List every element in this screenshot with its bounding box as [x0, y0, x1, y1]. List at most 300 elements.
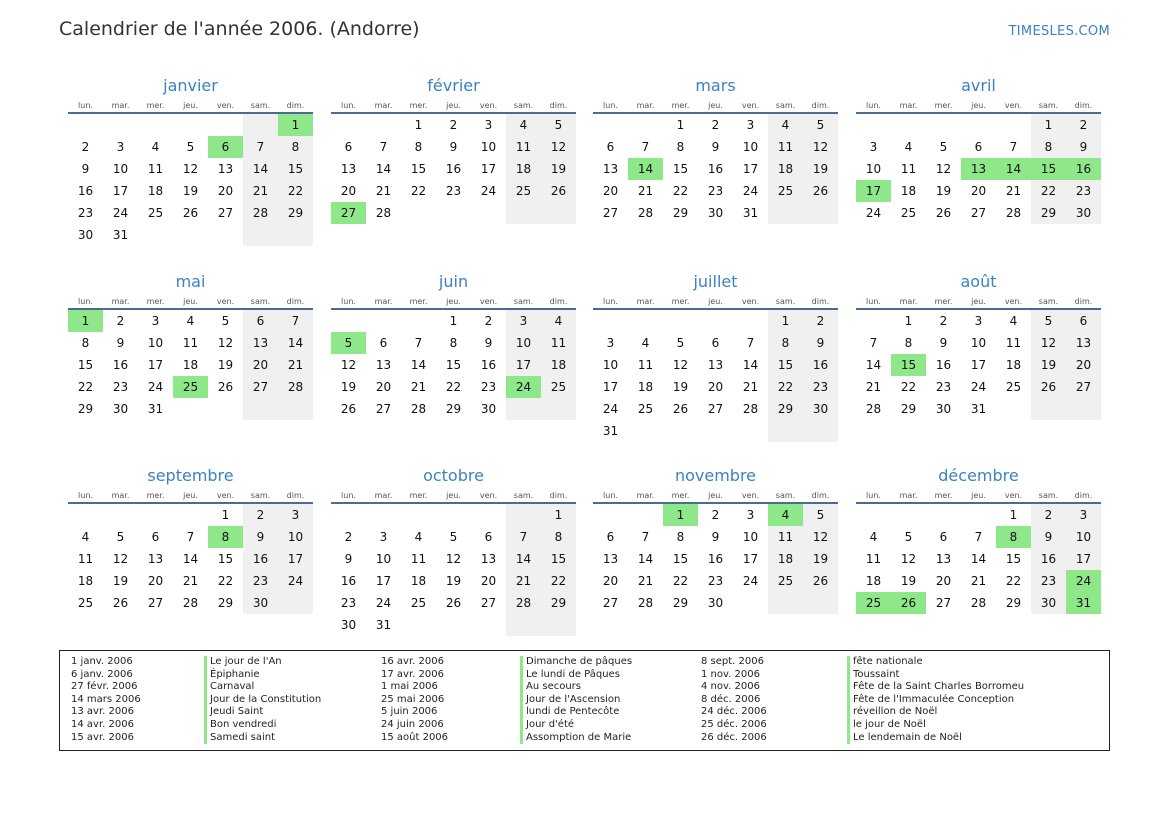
day-cell: 11: [77, 552, 94, 566]
day-cell: 6: [1066, 310, 1101, 332]
day-cell: 14: [970, 552, 987, 566]
day-cell: 27: [217, 206, 234, 220]
day-cell: 29: [541, 592, 576, 614]
empty-cell: [278, 398, 313, 420]
day-cell: 14: [637, 552, 654, 566]
weekday-header: mar.: [366, 487, 401, 504]
day-cell: 12: [672, 358, 689, 372]
weekday-header: jeu.: [698, 293, 733, 310]
weekday-header: sam.: [506, 293, 541, 310]
weekday-header: mer.: [663, 293, 698, 310]
day-cell: 17: [970, 358, 987, 372]
weekday-header: lun.: [593, 293, 628, 310]
day-cell: 29: [1031, 202, 1066, 224]
day-cell: 2: [1031, 504, 1066, 526]
day-cell: 1: [676, 118, 685, 132]
weekday-header: ven.: [208, 487, 243, 504]
empty-cell: [243, 398, 278, 420]
weekday-header: mer.: [138, 293, 173, 310]
day-cell: 21: [375, 184, 392, 198]
day-cell: 10: [147, 336, 164, 350]
day-cell: 4: [869, 530, 878, 544]
month-grid: [331, 97, 576, 246]
day-cell: 10: [112, 162, 129, 176]
weekday-header: mar.: [103, 293, 138, 310]
day-cell: 29: [1005, 596, 1022, 610]
weekday-header: jeu.: [698, 97, 733, 114]
empty-cell: [401, 504, 436, 526]
day-cell: 6: [606, 140, 615, 154]
holiday-date: 17 avr. 2006: [381, 668, 444, 680]
holiday-day-cell: 27: [331, 202, 366, 224]
day-cell: 14: [506, 548, 541, 570]
empty-cell: [856, 114, 891, 136]
holiday-day-cell: 25: [856, 592, 891, 614]
holiday-date: 1 nov. 2006: [701, 668, 760, 680]
weekday-header: sam.: [1031, 487, 1066, 504]
day-cell: 9: [484, 336, 493, 350]
day-cell: 18: [900, 184, 917, 198]
weekday-header: sam.: [243, 487, 278, 504]
empty-cell: [68, 114, 103, 136]
empty-cell: [768, 420, 803, 442]
day-cell: 18: [541, 354, 576, 376]
day-cell: 1: [904, 314, 913, 328]
day-cell: 8: [449, 336, 458, 350]
holiday-day-cell: 26: [891, 592, 926, 614]
holiday-name: Jour de l'Ascension: [520, 694, 632, 707]
day-cell: 25: [1005, 380, 1022, 394]
empty-cell: [331, 310, 366, 332]
day-cell: 18: [182, 358, 199, 372]
day-cell: 22: [278, 180, 313, 202]
day-cell: 22: [672, 184, 689, 198]
day-cell: 2: [711, 118, 720, 132]
day-cell: 28: [375, 206, 392, 220]
empty-cell: [208, 398, 243, 420]
day-cell: 4: [768, 114, 803, 136]
day-cell: 5: [803, 114, 838, 136]
day-cell: 20: [1066, 354, 1101, 376]
day-cell: 8: [541, 526, 576, 548]
day-cell: 28: [637, 206, 654, 220]
day-cell: 1: [414, 118, 423, 132]
day-cell: 6: [243, 310, 278, 332]
weekday-header: dim.: [1066, 487, 1101, 504]
day-cell: 7: [974, 530, 983, 544]
holiday-date: 14 mars 2006: [71, 693, 141, 705]
weekday-header: mar.: [103, 487, 138, 504]
weekday-header: dim.: [541, 97, 576, 114]
month-5: [68, 268, 313, 442]
holiday-names-col-1: [204, 656, 321, 744]
weekday-header: lun.: [856, 487, 891, 504]
day-cell: 17: [278, 548, 313, 570]
day-cell: 9: [939, 336, 948, 350]
day-cell: 22: [672, 574, 689, 588]
day-cell: 28: [506, 592, 541, 614]
day-cell: 25: [541, 376, 576, 398]
day-cell: 22: [217, 574, 234, 588]
day-cell: 27: [707, 402, 724, 416]
day-cell: 8: [81, 336, 90, 350]
day-cell: 22: [1005, 574, 1022, 588]
weekday-header: dim.: [541, 487, 576, 504]
weekday-header: mer.: [138, 487, 173, 504]
day-cell: 15: [672, 162, 689, 176]
day-cell: 16: [935, 358, 952, 372]
brand-link[interactable]: TIMESLES.COM: [1008, 24, 1110, 39]
empty-cell: [401, 614, 436, 636]
empty-cell: [506, 202, 541, 224]
day-cell: 19: [803, 548, 838, 570]
empty-cell: [593, 310, 628, 332]
empty-cell: [698, 310, 733, 332]
day-cell: 19: [672, 380, 689, 394]
month-name: mars: [695, 76, 736, 95]
day-cell: 26: [1031, 376, 1066, 398]
holiday-day-cell: 6: [208, 136, 243, 158]
day-cell: 13: [602, 162, 619, 176]
empty-cell: [891, 114, 926, 136]
day-cell: 15: [77, 358, 94, 372]
day-cell: 27: [602, 206, 619, 220]
day-cell: 25: [77, 596, 94, 610]
day-cell: 15: [278, 158, 313, 180]
empty-cell: [173, 224, 208, 246]
day-cell: 28: [637, 596, 654, 610]
holiday-name: le jour de Noël: [847, 719, 1024, 732]
day-cell: 21: [637, 574, 654, 588]
weekday-header: mer.: [926, 97, 961, 114]
empty-cell: [471, 202, 506, 224]
weekday-header: mar.: [366, 293, 401, 310]
empty-cell: [68, 504, 103, 526]
weekday-header: mer.: [663, 487, 698, 504]
empty-cell: [663, 310, 698, 332]
day-cell: 18: [77, 574, 94, 588]
day-cell: 26: [445, 596, 462, 610]
day-cell: 20: [147, 574, 164, 588]
day-cell: 29: [77, 402, 94, 416]
empty-cell: [278, 592, 313, 614]
holiday-name: Fête de l'Immaculée Conception: [847, 694, 1024, 707]
empty-cell: [173, 114, 208, 136]
day-cell: 9: [81, 162, 90, 176]
day-cell: 20: [243, 354, 278, 376]
day-cell: 10: [602, 358, 619, 372]
day-cell: 30: [803, 398, 838, 420]
day-cell: 7: [641, 530, 650, 544]
day-cell: 14: [278, 332, 313, 354]
day-cell: 22: [445, 380, 462, 394]
day-cell: 3: [974, 314, 983, 328]
month-1: [68, 72, 313, 246]
weekday-header: mar.: [628, 97, 663, 114]
day-cell: 6: [939, 530, 948, 544]
day-cell: 6: [974, 140, 983, 154]
day-cell: 6: [344, 140, 353, 154]
day-cell: 15: [768, 354, 803, 376]
day-cell: 21: [182, 574, 199, 588]
day-cell: 26: [112, 596, 129, 610]
empty-cell: [366, 504, 401, 526]
day-cell: 27: [602, 596, 619, 610]
day-cell: 19: [541, 158, 576, 180]
empty-cell: [401, 310, 436, 332]
day-cell: 19: [803, 158, 838, 180]
day-cell: 2: [803, 310, 838, 332]
day-cell: 24: [742, 574, 759, 588]
day-cell: 13: [243, 332, 278, 354]
day-cell: 20: [375, 380, 392, 394]
day-cell: 16: [707, 552, 724, 566]
day-cell: 17: [742, 162, 759, 176]
day-cell: 9: [711, 530, 720, 544]
holiday-date: 24 déc. 2006: [701, 706, 767, 718]
day-cell: 3: [151, 314, 160, 328]
day-cell: 24: [742, 184, 759, 198]
day-cell: 12: [182, 162, 199, 176]
empty-cell: [471, 504, 506, 526]
weekday-header: jeu.: [436, 293, 471, 310]
day-cell: 12: [1031, 332, 1066, 354]
day-cell: 28: [865, 402, 882, 416]
empty-cell: [138, 504, 173, 526]
day-cell: 24: [480, 184, 497, 198]
empty-cell: [173, 504, 208, 526]
day-cell: 28: [410, 402, 427, 416]
month-grid: [331, 487, 576, 636]
weekday-header: sam.: [243, 97, 278, 114]
day-cell: 25: [900, 206, 917, 220]
holiday-name: fête nationale: [847, 656, 1024, 669]
day-cell: 25: [768, 180, 803, 202]
day-cell: 21: [243, 180, 278, 202]
holiday-day-cell: 14: [996, 158, 1031, 180]
weekday-header: mer.: [401, 487, 436, 504]
empty-cell: [138, 114, 173, 136]
day-cell: 9: [116, 336, 125, 350]
month-2: [331, 72, 576, 246]
weekday-header: lun.: [68, 97, 103, 114]
holiday-date: 8 sept. 2006: [701, 656, 764, 667]
day-cell: 8: [414, 140, 423, 154]
holiday-name: Bon vendredi: [204, 719, 321, 732]
day-cell: 11: [147, 162, 164, 176]
day-cell: 3: [746, 118, 755, 132]
day-cell: 12: [900, 552, 917, 566]
day-cell: 17: [480, 162, 497, 176]
day-cell: 11: [768, 136, 803, 158]
empty-cell: [856, 310, 891, 332]
day-cell: 20: [602, 184, 619, 198]
holiday-name: Jeudi Saint: [204, 706, 321, 719]
month-name: avril: [961, 76, 996, 95]
day-cell: 30: [935, 402, 952, 416]
day-cell: 25: [768, 570, 803, 592]
day-cell: 5: [221, 314, 230, 328]
day-cell: 30: [707, 596, 724, 610]
day-cell: 9: [344, 552, 353, 566]
day-cell: 7: [243, 136, 278, 158]
empty-cell: [628, 504, 663, 526]
day-cell: 27: [243, 376, 278, 398]
day-cell: 25: [147, 206, 164, 220]
day-cell: 25: [506, 180, 541, 202]
day-cell: 18: [147, 184, 164, 198]
empty-cell: [366, 310, 401, 332]
day-cell: 29: [278, 202, 313, 224]
weekday-header: jeu.: [436, 97, 471, 114]
empty-cell: [506, 504, 541, 526]
day-cell: 20: [480, 574, 497, 588]
day-cell: 30: [112, 402, 129, 416]
day-cell: 8: [768, 332, 803, 354]
day-cell: 24: [375, 596, 392, 610]
holiday-day-cell: 14: [628, 158, 663, 180]
day-cell: 1: [449, 314, 458, 328]
weekday-header: mer.: [401, 293, 436, 310]
holiday-date: 24 juin 2006: [381, 718, 444, 730]
day-cell: 2: [939, 314, 948, 328]
empty-cell: [436, 202, 471, 224]
day-cell: 18: [865, 574, 882, 588]
empty-cell: [593, 504, 628, 526]
day-cell: 6: [151, 530, 160, 544]
day-cell: 19: [445, 574, 462, 588]
empty-cell: [471, 614, 506, 636]
day-cell: 26: [541, 180, 576, 202]
day-cell: 1: [541, 504, 576, 526]
day-cell: 10: [970, 336, 987, 350]
empty-cell: [243, 224, 278, 246]
day-cell: 7: [746, 336, 755, 350]
empty-cell: [733, 420, 768, 442]
day-cell: 13: [602, 552, 619, 566]
day-cell: 11: [900, 162, 917, 176]
day-cell: 26: [935, 206, 952, 220]
day-cell: 30: [77, 228, 94, 242]
empty-cell: [768, 592, 803, 614]
day-cell: 6: [711, 336, 720, 350]
holiday-name: Jour de la Constitution: [204, 694, 321, 707]
day-cell: 20: [970, 184, 987, 198]
day-cell: 22: [410, 184, 427, 198]
day-cell: 9: [711, 140, 720, 154]
holiday-day-cell: 24: [1066, 570, 1101, 592]
day-cell: 13: [935, 552, 952, 566]
holiday-day-cell: 13: [961, 158, 996, 180]
holiday-dates-col-1: [71, 656, 141, 744]
day-cell: 4: [81, 530, 90, 544]
weekday-header: mar.: [891, 487, 926, 504]
day-cell: 18: [768, 158, 803, 180]
holiday-date: 25 mai 2006: [381, 693, 445, 705]
day-cell: 28: [243, 202, 278, 224]
holiday-name: Épiphanie: [204, 669, 321, 682]
day-cell: 6: [379, 336, 388, 350]
holiday-name: lundi de Pentecôte: [520, 706, 632, 719]
empty-cell: [506, 398, 541, 420]
empty-cell: [996, 114, 1031, 136]
day-cell: 19: [182, 184, 199, 198]
empty-cell: [996, 398, 1031, 420]
day-cell: 4: [541, 310, 576, 332]
weekday-header: sam.: [768, 293, 803, 310]
day-cell: 13: [340, 162, 357, 176]
empty-cell: [733, 592, 768, 614]
day-cell: 5: [116, 530, 125, 544]
day-cell: 23: [77, 206, 94, 220]
day-cell: 7: [278, 310, 313, 332]
day-cell: 6: [606, 530, 615, 544]
weekday-header: jeu.: [961, 293, 996, 310]
day-cell: 18: [1005, 358, 1022, 372]
day-cell: 29: [672, 596, 689, 610]
day-cell: 15: [1005, 552, 1022, 566]
day-cell: 27: [935, 596, 952, 610]
month-grid: [856, 97, 1101, 246]
day-cell: 3: [379, 530, 388, 544]
empty-cell: [961, 504, 996, 526]
weekday-header: mar.: [103, 97, 138, 114]
day-cell: 13: [147, 552, 164, 566]
empty-cell: [856, 504, 891, 526]
month-name: novembre: [674, 466, 757, 485]
day-cell: 7: [641, 140, 650, 154]
day-cell: 30: [243, 592, 278, 614]
holiday-date: 14 avr. 2006: [71, 718, 134, 730]
weekday-header: lun.: [331, 487, 366, 504]
day-cell: 23: [935, 380, 952, 394]
day-cell: 27: [1066, 376, 1101, 398]
weekday-header: dim.: [541, 293, 576, 310]
holiday-list: [59, 650, 1110, 751]
day-cell: 17: [506, 354, 541, 376]
day-cell: 7: [186, 530, 195, 544]
holiday-day-cell: 16: [1066, 158, 1101, 180]
month-12: [856, 462, 1101, 636]
day-cell: 1: [768, 310, 803, 332]
day-cell: 11: [637, 358, 654, 372]
day-cell: 19: [1031, 354, 1066, 376]
day-cell: 11: [1005, 336, 1022, 350]
day-cell: 7: [414, 336, 423, 350]
day-cell: 5: [676, 336, 685, 350]
holiday-day-cell: 24: [506, 376, 541, 398]
holiday-date: 15 août 2006: [381, 731, 449, 743]
month-name: septembre: [147, 466, 234, 485]
holiday-date: 27 févr. 2006: [71, 681, 138, 693]
day-cell: 31: [602, 424, 619, 438]
weekday-header: sam.: [768, 487, 803, 504]
day-cell: 11: [182, 336, 199, 350]
weekday-header: jeu.: [961, 97, 996, 114]
day-cell: 13: [1066, 332, 1101, 354]
empty-cell: [593, 114, 628, 136]
day-cell: 14: [375, 162, 392, 176]
weekday-header: lun.: [593, 487, 628, 504]
month-grid: [68, 487, 313, 636]
day-cell: 21: [970, 574, 987, 588]
day-cell: 28: [970, 596, 987, 610]
holiday-name: Fête de la Saint Charles Borromeu: [847, 681, 1024, 694]
weekday-header: jeu.: [173, 487, 208, 504]
day-cell: 5: [541, 114, 576, 136]
weekday-header: sam.: [1031, 97, 1066, 114]
empty-cell: [541, 202, 576, 224]
